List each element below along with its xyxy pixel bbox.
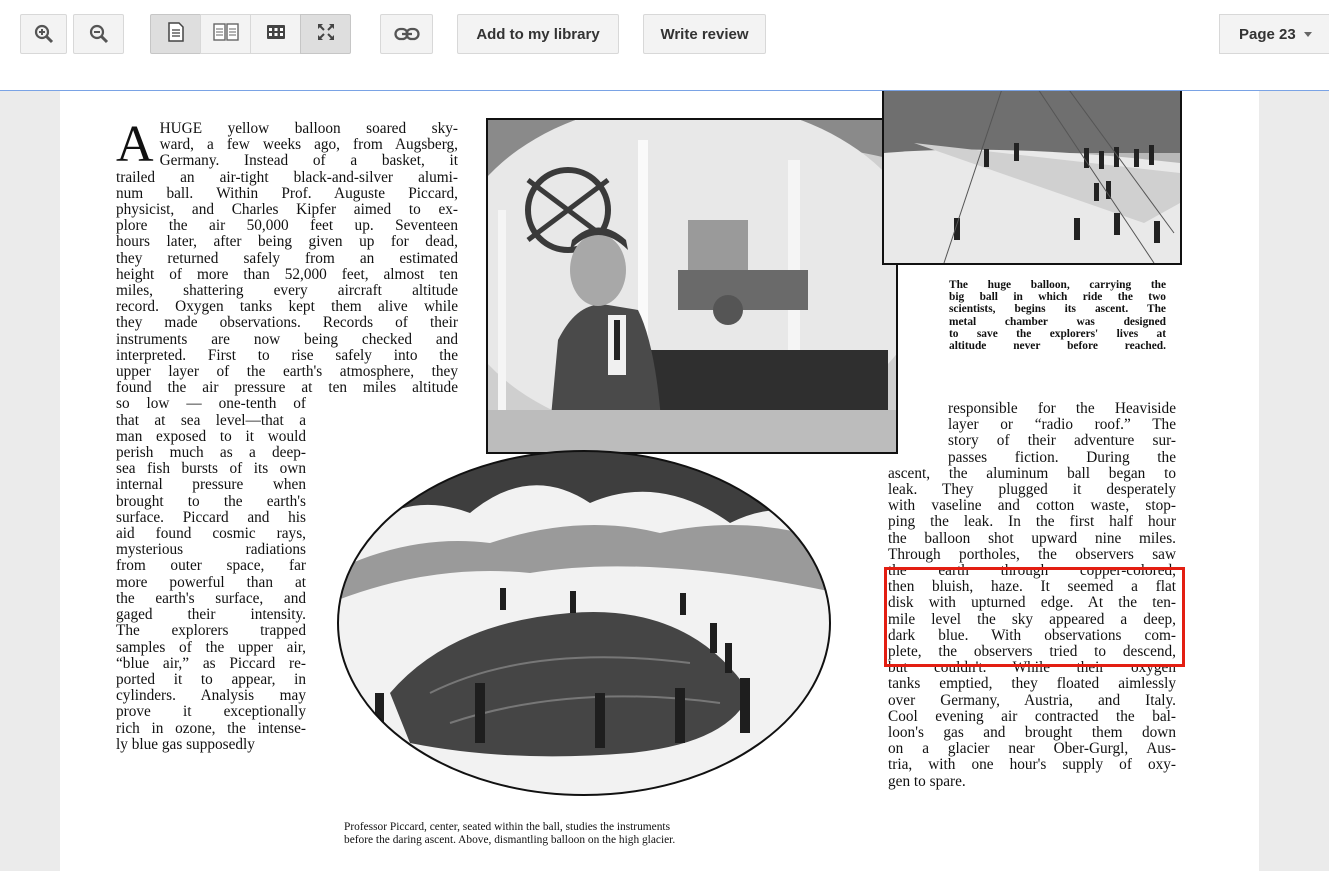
caption-line: Professor Piccard, center, seated within the ball, studies the instruments: [344, 821, 670, 833]
zoom-out-icon: [89, 24, 109, 44]
article-line: brought to the earth's: [116, 492, 306, 510]
single-page-icon: [168, 22, 184, 47]
article-line: story of their adventure sur-: [948, 432, 1176, 450]
article-line: the earth's surface, and: [116, 589, 306, 607]
article-line: found the air pressure at ten miles altitude: [116, 379, 458, 397]
photo-scientist-in-ball: [486, 118, 898, 454]
article-line: then bluish, haze. It seemed a flat: [888, 578, 1176, 596]
article-line: man exposed to it would: [116, 427, 306, 445]
article-line: over Germany, Austria, and Italy.: [888, 691, 1176, 709]
article-line: but couldn't. While their oxygen: [888, 659, 1176, 677]
article-line: mysterious radiations: [116, 541, 306, 559]
link-button[interactable]: [380, 14, 433, 54]
link-icon: [394, 27, 420, 41]
thumbnails-icon: [266, 23, 286, 46]
article-line: leak. They plugged it desperately: [888, 481, 1176, 499]
caption-scientist-in-ball: [344, 821, 854, 846]
fullscreen-button[interactable]: [300, 14, 351, 54]
article-line: “blue air,” as Piccard re-: [116, 654, 306, 672]
article-line: surface. Piccard and his: [116, 508, 306, 526]
article-column-left-wide: [116, 116, 458, 397]
article-line: gen to spare.: [888, 772, 966, 790]
article-line: disk with upturned edge. At the ten-: [888, 594, 1176, 612]
article-line: gaged their intensity.: [116, 606, 306, 624]
caption-line: big ball in which ride the two: [949, 291, 1166, 304]
article-line: ping the leak. In the first half hour: [888, 513, 1176, 531]
article-line: height of more than 52,000 feet, almost ten: [116, 265, 458, 283]
book-page: [60, 91, 1259, 871]
article-line: physicist, and Charles Kipfer aimed to ex-: [116, 201, 458, 219]
single-page-view-button[interactable]: [150, 14, 201, 54]
article-line: ascent, the aluminum ball began to: [888, 464, 1176, 482]
article-line: tria, with one hour's supply of oxy-: [888, 756, 1176, 774]
article-line: on a glacier near Ober-Gurgl, Aus-: [888, 740, 1176, 758]
article-line: Germany. Instead of a basket, it: [159, 152, 458, 170]
article-line: instruments are now being checked and: [116, 330, 458, 348]
zoom-in-button[interactable]: [20, 14, 67, 54]
article-line: ward, a few weeks ago, from Augsberg,: [159, 136, 458, 154]
article-line: with vaseline and cotton waste, stop-: [888, 497, 1176, 515]
caption-line: scientists, begins its ascent. The: [949, 303, 1166, 316]
article-line: cylinders. Analysis may: [116, 687, 306, 705]
chevron-down-icon: [1304, 32, 1312, 37]
photo-dismantling-balloon: [330, 443, 838, 803]
zoom-out-button[interactable]: [73, 14, 124, 54]
article-line: num ball. Within Prof. Auguste Piccard,: [116, 184, 458, 202]
view-mode-group: [150, 14, 351, 54]
article-line: so low — one-tenth of: [116, 395, 306, 413]
article-line: The explorers trapped: [116, 622, 306, 640]
two-page-icon: [213, 22, 239, 47]
article-line: ly blue gas supposedly: [116, 735, 255, 753]
article-line: more powerful than at: [116, 573, 306, 591]
zoom-in-icon: [34, 24, 54, 44]
two-page-view-button[interactable]: [200, 14, 251, 54]
article-line: the balloon shot upward nine miles.: [888, 529, 1176, 547]
article-line: they returned safely from an estimated: [116, 249, 458, 267]
article-line: that at sea level—that a: [116, 411, 306, 429]
article-line: they made observations. Records of their: [116, 314, 458, 332]
article-line: miles, shattering every aircraft altitude: [116, 282, 458, 300]
article-column-left-narrow: [116, 396, 306, 752]
article-line: Cool evening air contracted the bal-: [888, 707, 1176, 725]
article-line: upper layer of the earth's atmosphere, they: [116, 363, 458, 381]
fullscreen-icon: [316, 22, 336, 47]
article-line: dark blue. With observations com-: [888, 626, 1176, 644]
article-line: hours later, after being given up for dead,: [116, 233, 458, 251]
write-review-button[interactable]: Write review: [643, 14, 766, 54]
article-line: plete, the observers tried to descend,: [888, 643, 1176, 661]
article-line: sea fish bursts of its own: [116, 460, 306, 478]
caption-line: before the daring ascent. Above, dismantling balloon on the high glacier.: [344, 833, 676, 846]
article-line: perish much as a deep-: [116, 444, 306, 462]
thumbnails-view-button[interactable]: [250, 14, 301, 54]
caption-line: The huge balloon, carrying the: [949, 279, 1166, 291]
article-line: record. Oxygen tanks kept them alive while: [116, 298, 458, 316]
article-line: passes fiction. During the: [948, 448, 1176, 466]
article-line: responsible for the Heaviside: [948, 400, 1176, 417]
article-line: prove it exceptionally: [116, 703, 306, 721]
article-line: Through portholes, the observers saw: [888, 545, 1176, 563]
caption-line: to save the explorers' lives at: [949, 327, 1166, 340]
caption-line: altitude never before reached.: [949, 340, 1166, 353]
caption-balloon-ascent: [949, 279, 1166, 352]
article-line: interpreted. First to rise safely into the: [116, 346, 458, 364]
article-line: the earth through copper-colored,: [888, 562, 1176, 580]
article-line: ported it to appear, in: [116, 670, 306, 688]
article-line: plore the air 50,000 feet up. Seventeen: [116, 217, 458, 235]
article-line: trailed an air-tight black-and-silver alumi-: [116, 168, 458, 186]
drop-cap: A: [116, 116, 154, 173]
photo-balloon-ascent: [882, 91, 1182, 265]
article-line: loon's gas and brought them down: [888, 724, 1176, 742]
article-column-right: [888, 401, 1176, 790]
viewer-toolbar: [0, 0, 1329, 91]
article-line: layer or “radio roof.” The: [948, 416, 1176, 434]
article-line: internal pressure when: [116, 476, 306, 494]
caption-line: metal chamber was designed: [949, 315, 1166, 328]
article-line: samples of the upper air,: [116, 638, 306, 656]
article-line: tanks emptied, they floated aimlessly: [888, 675, 1176, 693]
article-line: aid found cosmic rays,: [116, 525, 306, 543]
article-line: HUGE yellow balloon soared sky-: [159, 120, 458, 137]
article-line: rich in ozone, the intense-: [116, 719, 306, 737]
article-line: from outer space, far: [116, 557, 306, 575]
article-line: mile level the sky appeared a deep,: [888, 610, 1176, 628]
add-to-library-button[interactable]: Add to my library: [457, 14, 619, 54]
page-select-label: Page 23: [1239, 25, 1296, 43]
page-select[interactable]: [1219, 14, 1329, 54]
